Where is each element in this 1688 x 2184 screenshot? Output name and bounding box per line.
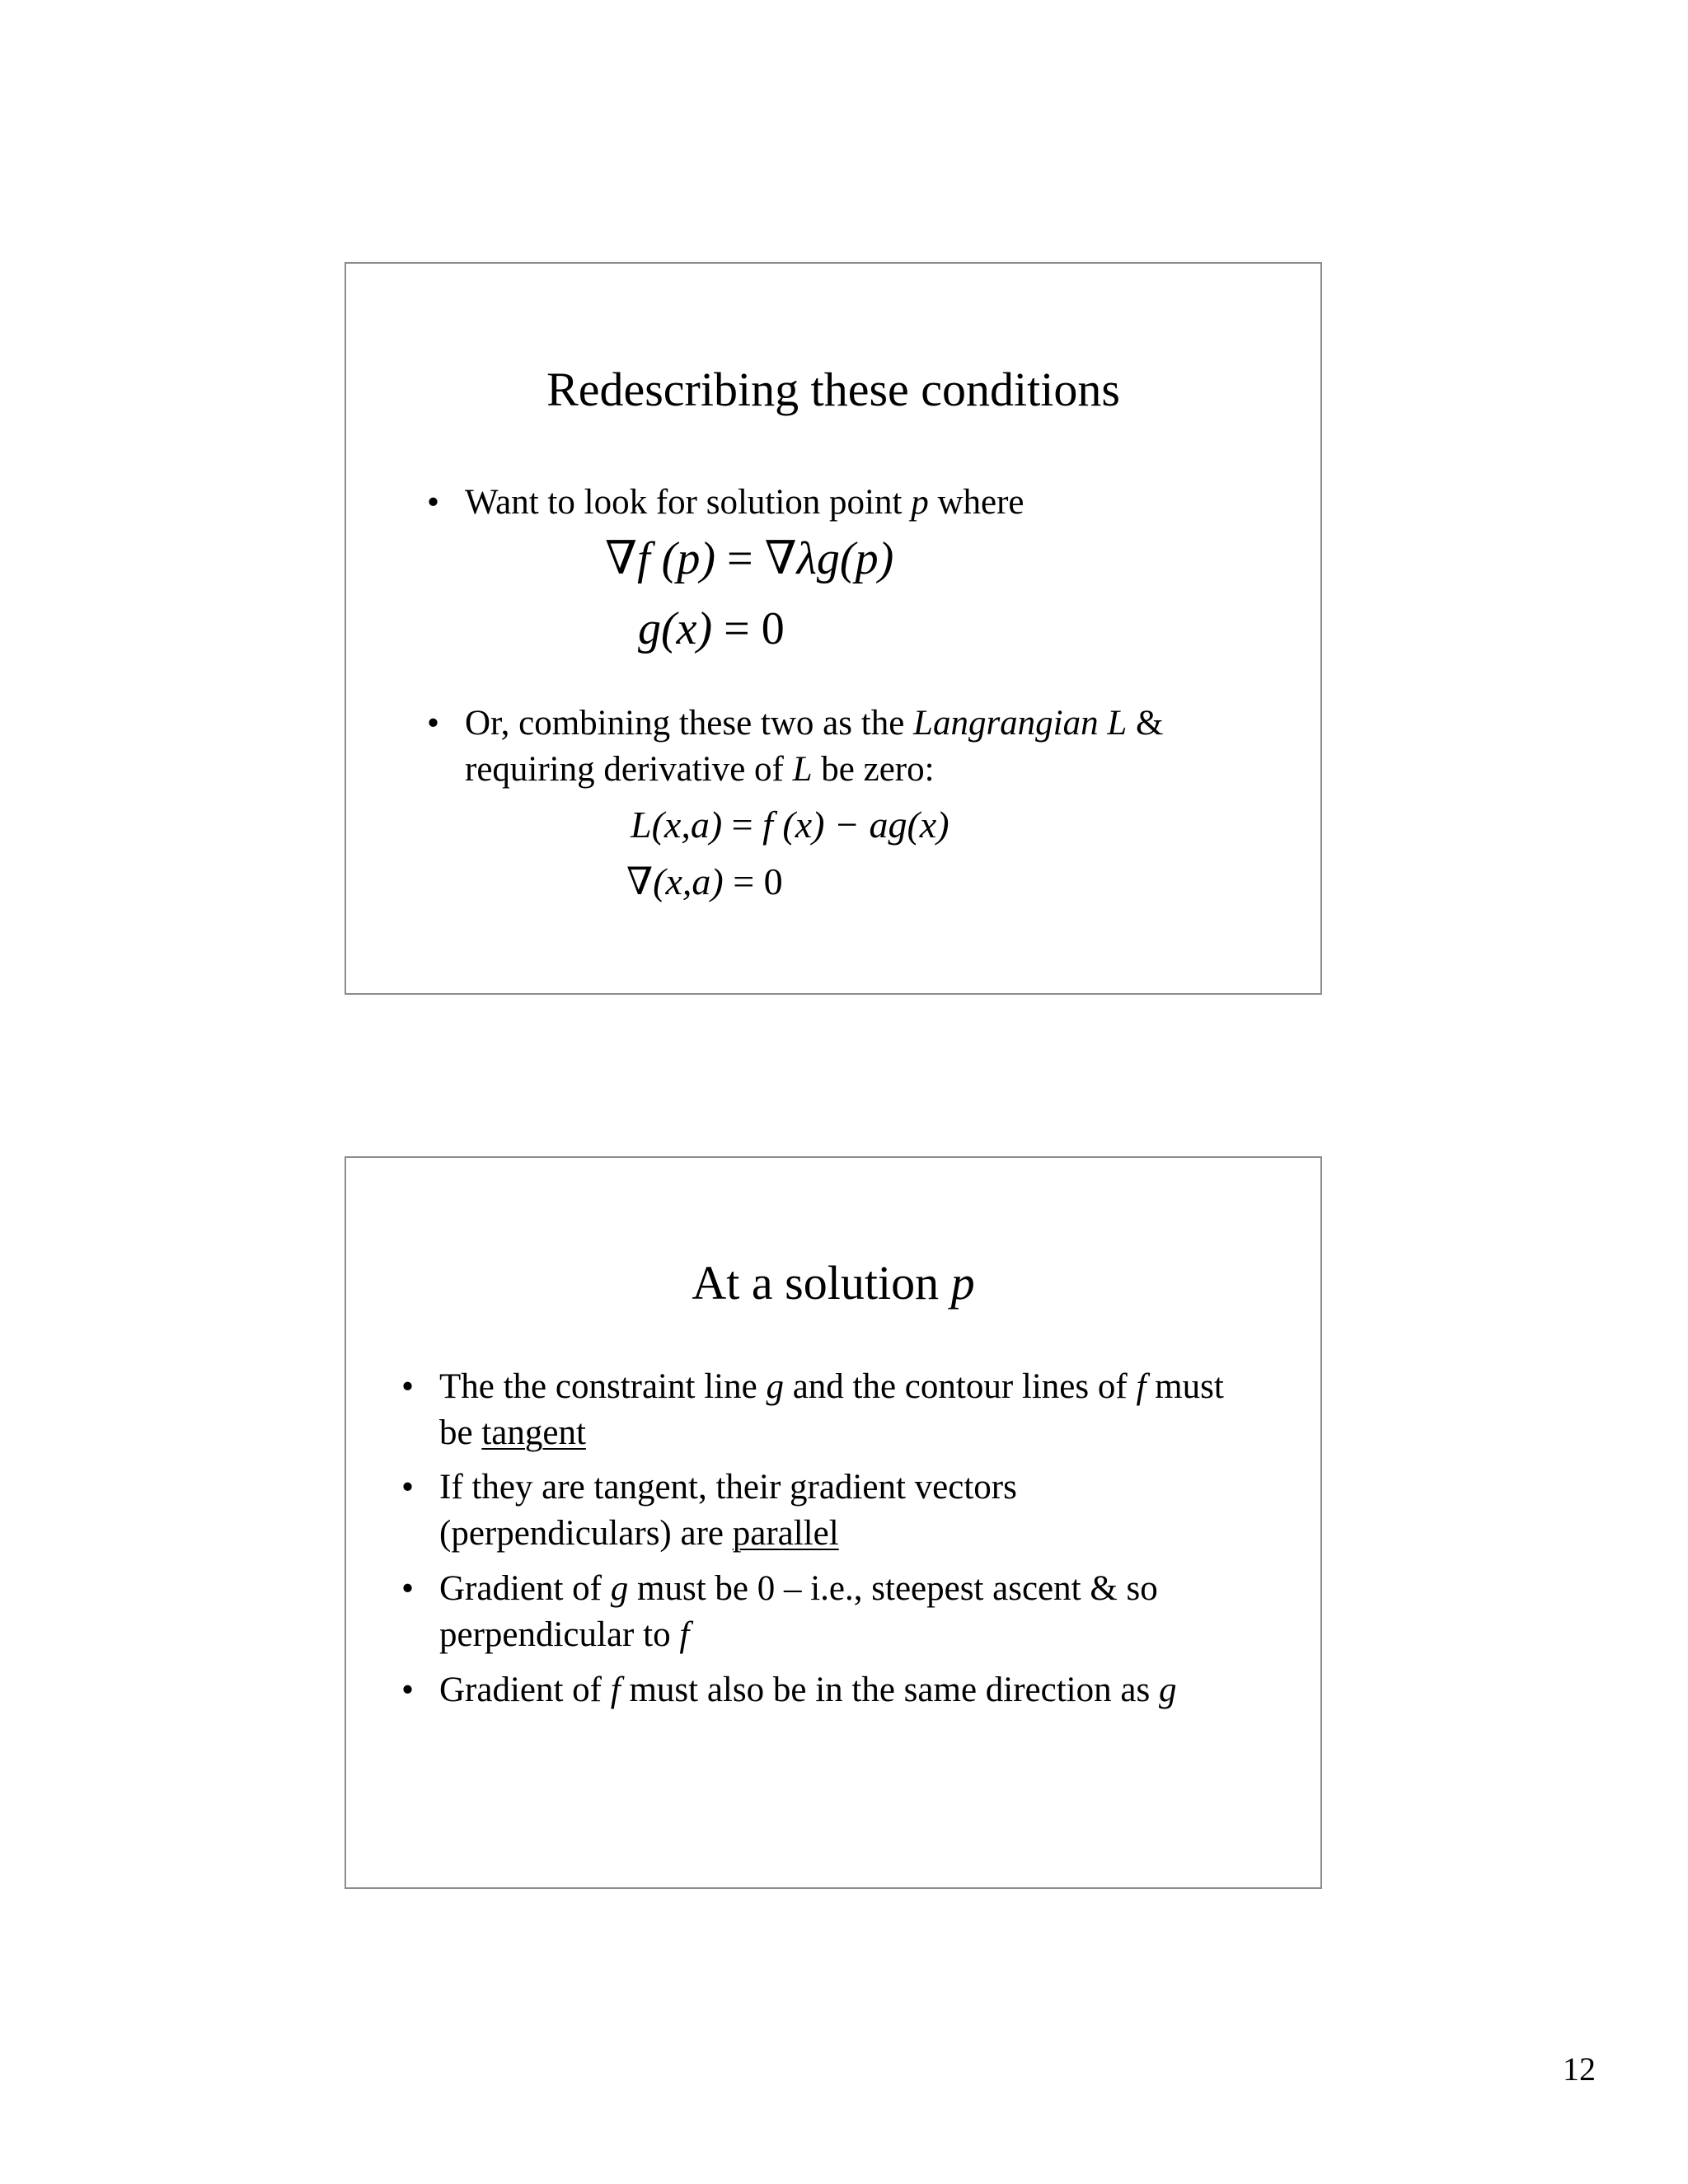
- underlined-term: tangent: [481, 1413, 586, 1452]
- bullet-text: The the constraint line: [439, 1367, 767, 1406]
- var-f: f: [610, 1671, 621, 1709]
- equals-sign: =: [715, 533, 765, 584]
- slide-title: Redescribing these conditions: [546, 363, 1120, 416]
- slide-redescribing-conditions: [345, 262, 1322, 995]
- equation-rhs: 0: [761, 603, 785, 654]
- bullet-marker: •: [401, 1367, 415, 1406]
- bullet-text: be: [439, 1413, 482, 1452]
- lagrangian-term: Langrangian L: [913, 704, 1128, 743]
- var-L: L: [792, 750, 813, 789]
- nabla-symbol: ∇: [605, 533, 638, 584]
- var-g: g: [766, 1367, 784, 1406]
- nabla-symbol: ∇: [764, 533, 797, 584]
- equation-rhs: λg(p): [796, 533, 894, 584]
- equation-constraint: [638, 603, 785, 654]
- bullet-text: Want to look for solution point: [465, 483, 912, 522]
- nabla-symbol: ∇: [626, 860, 654, 902]
- var-p: p: [911, 483, 929, 522]
- var-g: g: [610, 1569, 629, 1608]
- bullet-text: must also be in the same direction as: [620, 1671, 1159, 1709]
- bullet-gradient-g: [401, 1566, 1158, 1658]
- equation-rhs: f (x) − ag(x): [762, 804, 950, 846]
- slide-at-a-solution: [345, 1156, 1322, 1889]
- title-var-p: p: [950, 1256, 975, 1310]
- bullet-text: (perpendiculars) are: [439, 1514, 733, 1553]
- bullet-text: and the contour lines of: [783, 1367, 1137, 1406]
- equation-lagrangian: [631, 806, 950, 844]
- page-number: 12: [1563, 2050, 1596, 2088]
- bullet-lagrangian: [427, 701, 1164, 793]
- equation-lhs: (x,a): [653, 860, 724, 902]
- equation-lhs: g(x): [638, 603, 713, 654]
- bullet-tangent: [401, 1364, 1224, 1456]
- bullet-marker: •: [401, 1671, 415, 1709]
- equation-rhs: 0: [763, 860, 783, 902]
- bullet-marker: •: [401, 1468, 415, 1507]
- equals-sign: =: [722, 804, 763, 846]
- bullet-text: Gradient of: [439, 1569, 611, 1608]
- bullet-text: requiring derivative of: [465, 750, 793, 789]
- bullet-text: Or, combining these two as the: [465, 704, 914, 743]
- equation-derivative-zero: [626, 860, 783, 902]
- bullet-text: If they are tangent, their gradient vectors: [439, 1468, 1017, 1507]
- bullet-text: be zero:: [812, 750, 935, 789]
- bullet-marker: •: [427, 483, 440, 522]
- var-g: g: [1158, 1671, 1177, 1709]
- bullet-text: must: [1146, 1367, 1224, 1406]
- equation-lhs: f (p): [637, 533, 715, 584]
- equation-lhs: L(x,a): [631, 804, 723, 846]
- bullet-marker: •: [401, 1569, 415, 1608]
- title-text: At a solution: [692, 1256, 951, 1310]
- underlined-term: parallel: [732, 1514, 839, 1553]
- equals-sign: =: [712, 603, 762, 654]
- equals-sign: =: [723, 860, 764, 902]
- bullet-text: Gradient of: [439, 1671, 611, 1709]
- equation-gradient-condition: [605, 533, 894, 584]
- bullet-text: perpendicular to: [439, 1615, 680, 1654]
- bullet-marker: •: [427, 704, 440, 743]
- bullet-solution-point: [427, 480, 1025, 526]
- bullet-text: must be 0 – i.e., steepest ascent & so: [628, 1569, 1158, 1608]
- var-f: f: [1136, 1367, 1146, 1406]
- var-f: f: [679, 1615, 690, 1654]
- bullet-text: where: [928, 483, 1025, 522]
- slide-title: [346, 1256, 1320, 1310]
- bullet-text: &: [1127, 704, 1164, 743]
- bullet-parallel: [401, 1465, 1017, 1557]
- bullet-gradient-f: [401, 1667, 1177, 1713]
